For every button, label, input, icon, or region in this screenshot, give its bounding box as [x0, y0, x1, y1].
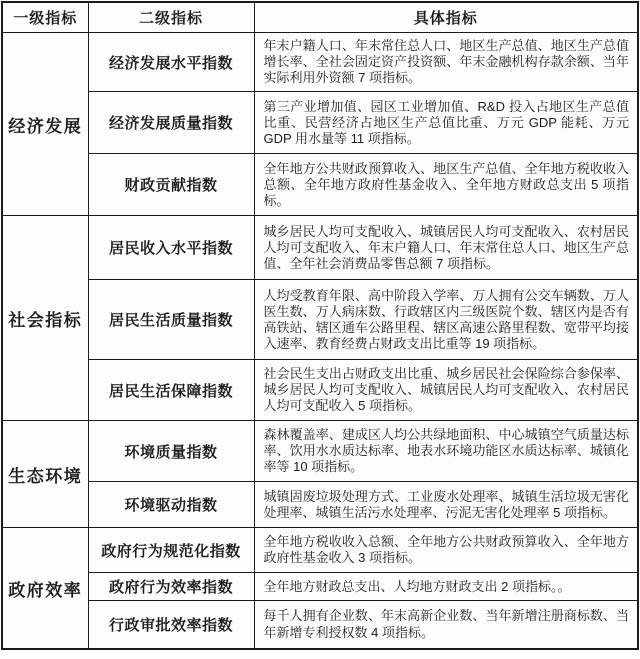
detail-cell: 年末户籍人口、年末常住总人口、地区生产总值、地区生产总值增长率、全社会固定资产投资额、年末金融机构存款余额、当年实际利用外资额 7 项指标。: [254, 33, 638, 92]
table-row: [2, 33, 638, 92]
detail-cell: 社会民生支出占财政支出比重、城乡居民社会保险综合参保率、城乡居民人均可支配收入、城镇居民人均可支配收入、农村居民人均可支配收入 5 项指标。: [254, 360, 638, 421]
level1-cell: 政府效率: [2, 528, 88, 649]
col-header-level1: 一级指标: [2, 2, 88, 33]
level1-cell: 生态环境: [2, 421, 88, 528]
level1-cell: 社会指标: [2, 216, 88, 421]
table-row: [2, 154, 638, 216]
detail-cell: 城乡居民人均可支配收入、城镇居民人均可支配收入、农村居民人均可支配收入、年末户籍人口、年末常住总人口、地区生产总值、全年社会消费品零售总额 7 项指标。: [254, 216, 638, 280]
detail-cell: 全年地方财政总支出、人均地方财政支出 2 项指标。。: [254, 573, 638, 601]
level2-cell: 居民收入水平指数: [88, 216, 254, 280]
level2-cell: 政府行为规范化指数: [88, 528, 254, 573]
detail-cell: 全年地方税收收入总额、全年地方公共财政预算收入、全年地方政府性基金收入 3 项指标。: [254, 528, 638, 573]
indicator-table: [1, 1, 639, 650]
detail-cell: 第三产业增加值、园区工业增加值、R&D 投入占地区生产总值比重、民营经济占地区生产总值比重、万元 GDP 能耗、万元 GDP 用水量等 11 项指标。: [254, 92, 638, 154]
level2-cell: 政府行为效率指数: [88, 573, 254, 601]
level2-cell: 经济发展水平指数: [88, 33, 254, 92]
col-header-level2: 二级指标: [88, 2, 254, 33]
header-row: [2, 2, 638, 33]
detail-cell: 森林覆盖率、建成区人均公共绿地面积、中心城镇空气质量达标率、饮用水水质达标率、地表水环境功能区水质达标率、城镇化率等 10 项指标。: [254, 421, 638, 482]
table-row: [2, 92, 638, 154]
table-row: [2, 216, 638, 280]
detail-cell: 城镇固废垃圾处理方式、工业废水处理率、城镇生活垃圾无害化处理率、城镇生活污水处理率、污泥无害化处理率 5 项指标。: [254, 482, 638, 528]
detail-cell: 全年地方公共财政预算收入、地区生产总值、全年地方税收收入总额、全年地方政府性基金收入、全年地方财政总支出 5 项指标。: [254, 154, 638, 216]
table-row: [2, 601, 638, 649]
level2-cell: 环境质量指数: [88, 421, 254, 482]
level2-cell: 环境驱动指数: [88, 482, 254, 528]
table-row: [2, 573, 638, 601]
table-row: [2, 280, 638, 360]
table-row: [2, 421, 638, 482]
level2-cell: 居民生活保障指数: [88, 360, 254, 421]
level2-cell: 财政贡献指数: [88, 154, 254, 216]
level1-cell: 经济发展: [2, 33, 88, 216]
table-row: [2, 528, 638, 573]
table-row: [2, 360, 638, 421]
detail-cell: 每千人拥有企业数、年末高新企业数、当年新增注册商标数、当年新增专利授权数 4 项指标。: [254, 601, 638, 649]
level2-cell: 行政审批效率指数: [88, 601, 254, 649]
level2-cell: 经济发展质量指数: [88, 92, 254, 154]
level2-cell: 居民生活质量指数: [88, 280, 254, 360]
col-header-detail: 具体指标: [254, 2, 638, 33]
table-row: [2, 482, 638, 528]
detail-cell: 人均受教育年限、高中阶段入学率、万人拥有公交车辆数、万人医生数、万人病床数、行政辖区内三级医院个数、辖区内是否有高铁站、辖区通车公路里程、辖区高速公路里程数、宽带平均接入速率、教育经费占财政支出比重等 19 项指标。: [254, 280, 638, 360]
